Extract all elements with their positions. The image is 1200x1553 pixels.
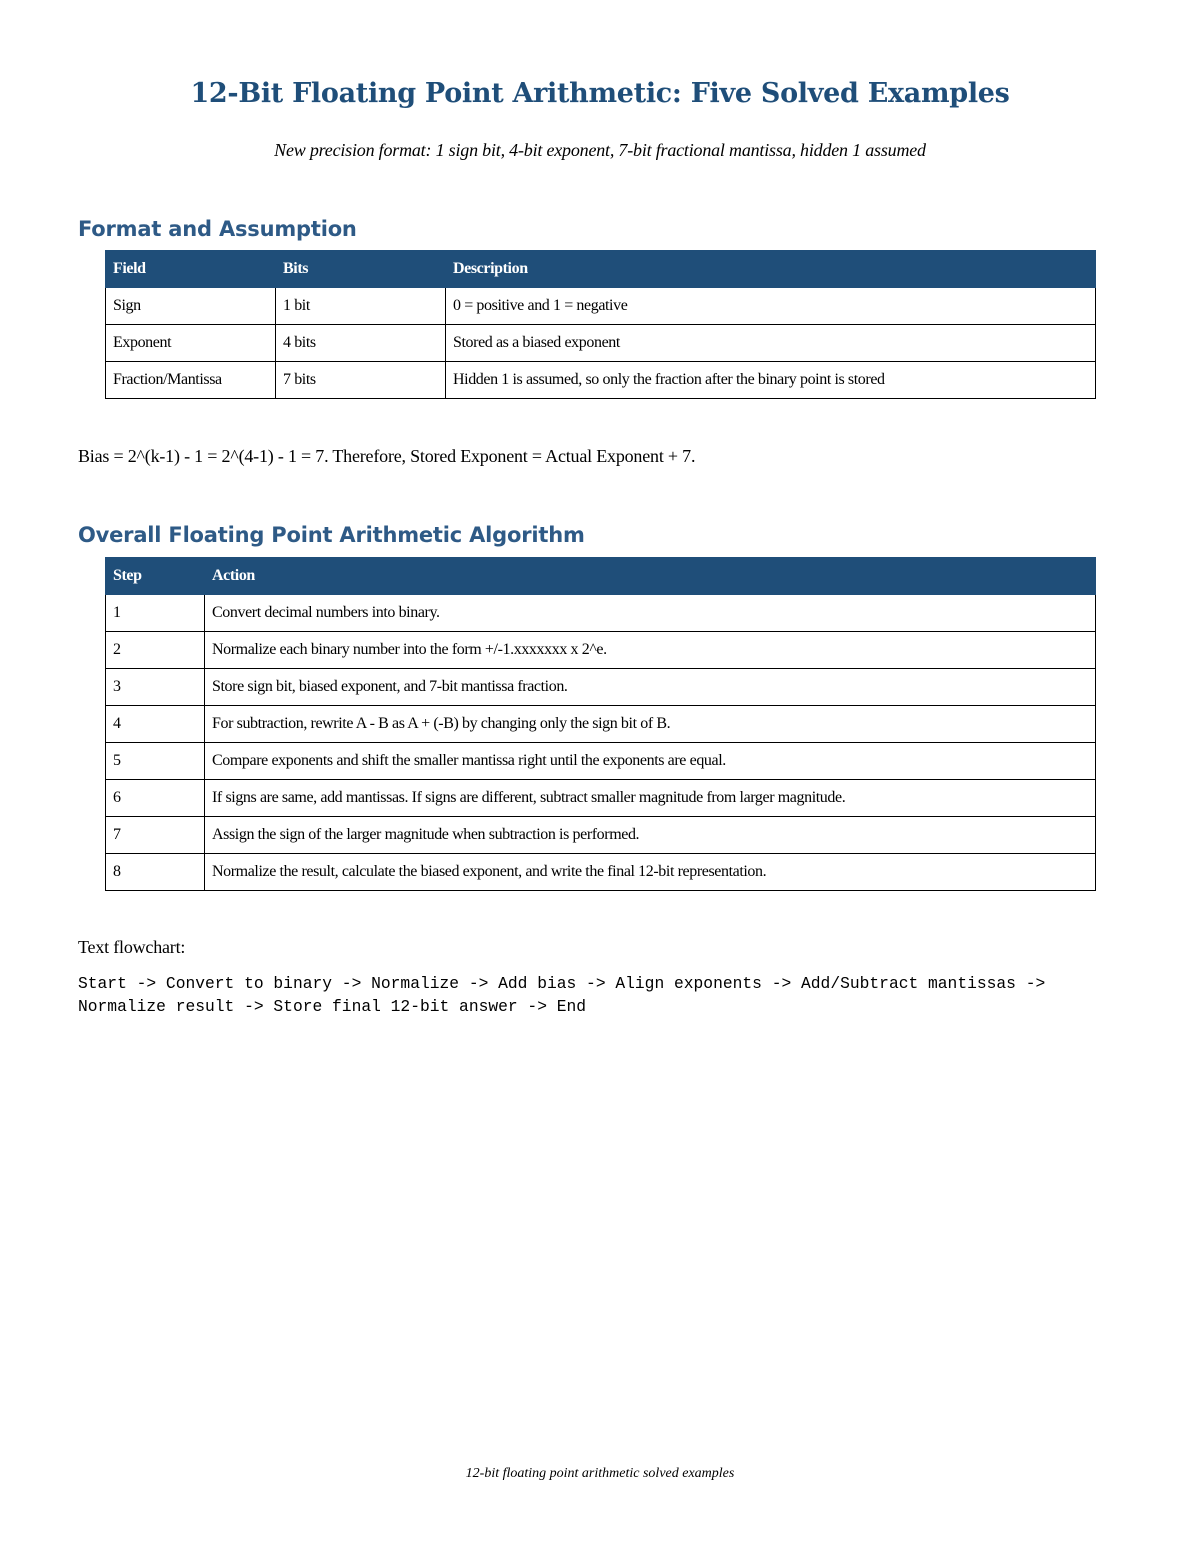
algorithm-table	[105, 557, 1096, 891]
algorithm-section-heading: Overall Floating Point Arithmetic Algorithm	[78, 523, 585, 547]
table-cell: Convert decimal numbers into binary.	[205, 595, 1096, 632]
table-cell: Compare exponents and shift the smaller mantissa right until the exponents are equal.	[205, 743, 1096, 780]
column-header: Step	[106, 558, 205, 595]
table-cell: If signs are same, add mantissas. If signs are different, subtract smaller magnitude from larger magnitude.	[205, 780, 1096, 817]
table-row	[106, 854, 1096, 891]
flowchart-label: Text flowchart:	[78, 937, 186, 957]
flowchart-text: Start -> Convert to binary -> Normalize -> Add bias -> Align exponents -> Add/Subtract mantissas -> Normalize result -> Store final 12-bit answer -> End	[78, 974, 1056, 1016]
table-cell: Fraction/Mantissa	[106, 362, 276, 399]
table-cell: 2	[106, 632, 205, 669]
column-header: Action	[205, 558, 1096, 595]
table-cell: 1 bit	[276, 288, 446, 325]
format-table	[105, 250, 1096, 399]
table-cell: Sign	[106, 288, 276, 325]
table-row	[106, 288, 1096, 325]
table-row	[106, 817, 1096, 854]
table-row	[106, 362, 1096, 399]
table-cell: 7 bits	[276, 362, 446, 399]
document-title: 12-Bit Floating Point Arithmetic: Five Solved Examples	[190, 78, 1010, 109]
table-row	[106, 706, 1096, 743]
table-header-row	[106, 251, 1096, 288]
table-cell: 0 = positive and 1 = negative	[446, 288, 1096, 325]
table-cell: Exponent	[106, 325, 276, 362]
table-cell: Normalize each binary number into the form +/-1.xxxxxxx x 2^e.	[205, 632, 1096, 669]
column-header: Field	[106, 251, 276, 288]
table-cell: Store sign bit, biased exponent, and 7-bit mantissa fraction.	[205, 669, 1096, 706]
table-cell: 4	[106, 706, 205, 743]
table-row	[106, 669, 1096, 706]
table-cell: Hidden 1 is assumed, so only the fraction after the binary point is stored	[446, 362, 1096, 399]
table-header-row	[106, 558, 1096, 595]
table-cell: Stored as a biased exponent	[446, 325, 1096, 362]
table-cell: 4 bits	[276, 325, 446, 362]
table-cell: 1	[106, 595, 205, 632]
table-cell: 8	[106, 854, 205, 891]
table-row	[106, 780, 1096, 817]
table-cell: Assign the sign of the larger magnitude when subtraction is performed.	[205, 817, 1096, 854]
document-subtitle: New precision format: 1 sign bit, 4-bit exponent, 7-bit fractional mantissa, hidden 1 assumed	[274, 140, 926, 160]
table-cell: 6	[106, 780, 205, 817]
bias-paragraph: Bias = 2^(k-1) - 1 = 2^(4-1) - 1 = 7. Therefore, Stored Exponent = Actual Exponent + 7.	[78, 446, 696, 466]
table-row	[106, 595, 1096, 632]
table-row	[106, 743, 1096, 780]
table-cell: 5	[106, 743, 205, 780]
table-cell: Normalize the result, calculate the biased exponent, and write the final 12-bit representation.	[205, 854, 1096, 891]
page-footer: 12-bit floating point arithmetic solved examples	[465, 1466, 735, 1481]
column-header: Description	[446, 251, 1096, 288]
format-section-heading: Format and Assumption	[78, 217, 357, 241]
table-row	[106, 325, 1096, 362]
table-cell: For subtraction, rewrite A - B as A + (-B) by changing only the sign bit of B.	[205, 706, 1096, 743]
column-header: Bits	[276, 251, 446, 288]
table-cell: 7	[106, 817, 205, 854]
table-row	[106, 632, 1096, 669]
table-cell: 3	[106, 669, 205, 706]
